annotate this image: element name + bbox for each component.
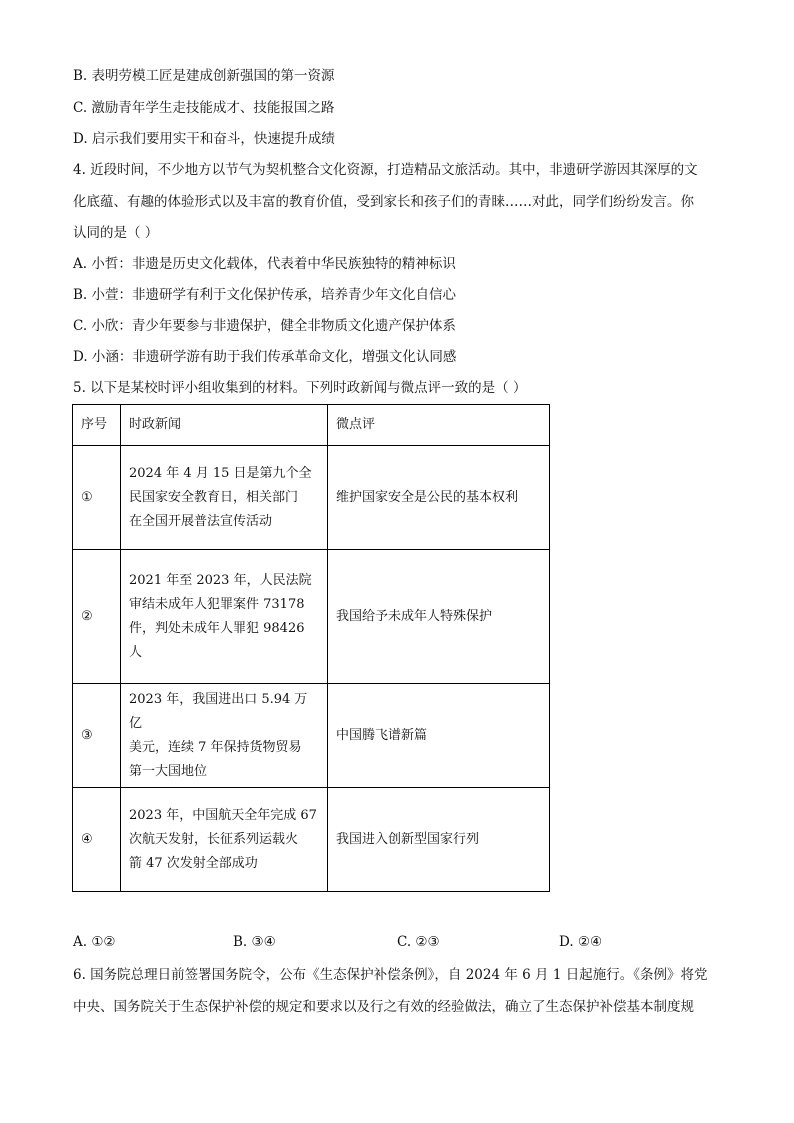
q4-option-c: C. 小欣：青少年要参与非遗保护，健全非物质文化遗产保护体系 [73, 318, 456, 334]
q5-option-c[interactable]: C. ②③ [397, 934, 440, 950]
q4-stem-line-2: 化底蕴、有趣的体验形式以及丰富的教育价值，受到家长和孩子们的青睐……对此，同学们纷纷发言。你 [73, 194, 694, 210]
q5-option-d[interactable]: D. ②④ [559, 934, 603, 950]
q3-option-b: B. 表明劳模工匠是建成创新强国的第一资源 [73, 68, 335, 84]
row-news: 2024 年 4 月 15 日是第九个全 民国家安全教育日，相关部门 在全国开展普法宣传活动 [121, 446, 328, 550]
row-comment: 维护国家安全是公民的基本权利 [328, 446, 550, 550]
q6-stem-line-2: 中央、国务院关于生态保护补偿的规定和要求以及行之有效的经验做法，确立了生态保护补偿基本制度规 [73, 999, 694, 1015]
news-table [72, 404, 550, 892]
header-comment: 微点评 [328, 405, 550, 446]
q5-option-b[interactable]: B. ③④ [233, 934, 276, 950]
header-news: 时政新闻 [121, 405, 328, 446]
q5-option-a[interactable]: A. ①② [73, 934, 116, 950]
q4-stem-line-1: 4. 近段时间，不少地方以节气为契机整合文化资源，打造精品文旅活动。其中，非遗研学游因其深厚的文 [73, 162, 698, 178]
q6-stem-line-1: 6. 国务院总理日前签署国务院令，公布《生态保护补偿条例》，自 2024 年 6 月 1 日起施行。《条例》将党 [73, 967, 708, 983]
q4-option-b: B. 小萱：非遗研学有利于文化保护传承，培养青少年文化自信心 [73, 287, 457, 303]
row-number: ③ [73, 684, 121, 788]
q5-stem: 5. 以下是某校时评小组收集到的材料。下列时政新闻与微点评一致的是（ ） [73, 380, 527, 396]
row-comment: 我国给予未成年人特殊保护 [328, 550, 550, 684]
q4-option-a: A. 小哲：非遗是历史文化载体，代表着中华民族独特的精神标识 [73, 256, 456, 272]
q3-option-d: D. 启示我们要用实干和奋斗，快速提升成绩 [73, 131, 335, 147]
table-row [73, 788, 550, 892]
row-comment: 中国腾飞谱新篇 [328, 684, 550, 788]
row-comment: 我国进入创新型国家行列 [328, 788, 550, 892]
header-number: 序号 [73, 405, 121, 446]
table-row [73, 446, 550, 550]
q4-stem-line-3: 认同的是（ ） [73, 225, 159, 241]
q4-option-d: D. 小涵：非遗研学游有助于我们传承革命文化，增强文化认同感 [73, 349, 457, 365]
q5-options [73, 932, 723, 952]
table-header-row [73, 405, 550, 446]
row-news: 2023 年，中国航天全年完成 67 次航天发射，长征系列运载火 箭 47 次发射全部成功 [121, 788, 328, 892]
row-number: ① [73, 446, 121, 550]
table-row [73, 550, 550, 684]
q3-option-c: C. 激励青年学生走技能成才、技能报国之路 [73, 100, 335, 116]
row-number: ② [73, 550, 121, 684]
row-number: ④ [73, 788, 121, 892]
row-news: 2021 年至 2023 年，人民法院 审结未成年人犯罪案件 73178 件，判处未成年人罪犯 98426 人 [121, 550, 328, 684]
row-news: 2023 年，我国进出口 5.94 万亿 美元，连续 7 年保持货物贸易 第一大国地位 [121, 684, 328, 788]
table-row [73, 684, 550, 788]
